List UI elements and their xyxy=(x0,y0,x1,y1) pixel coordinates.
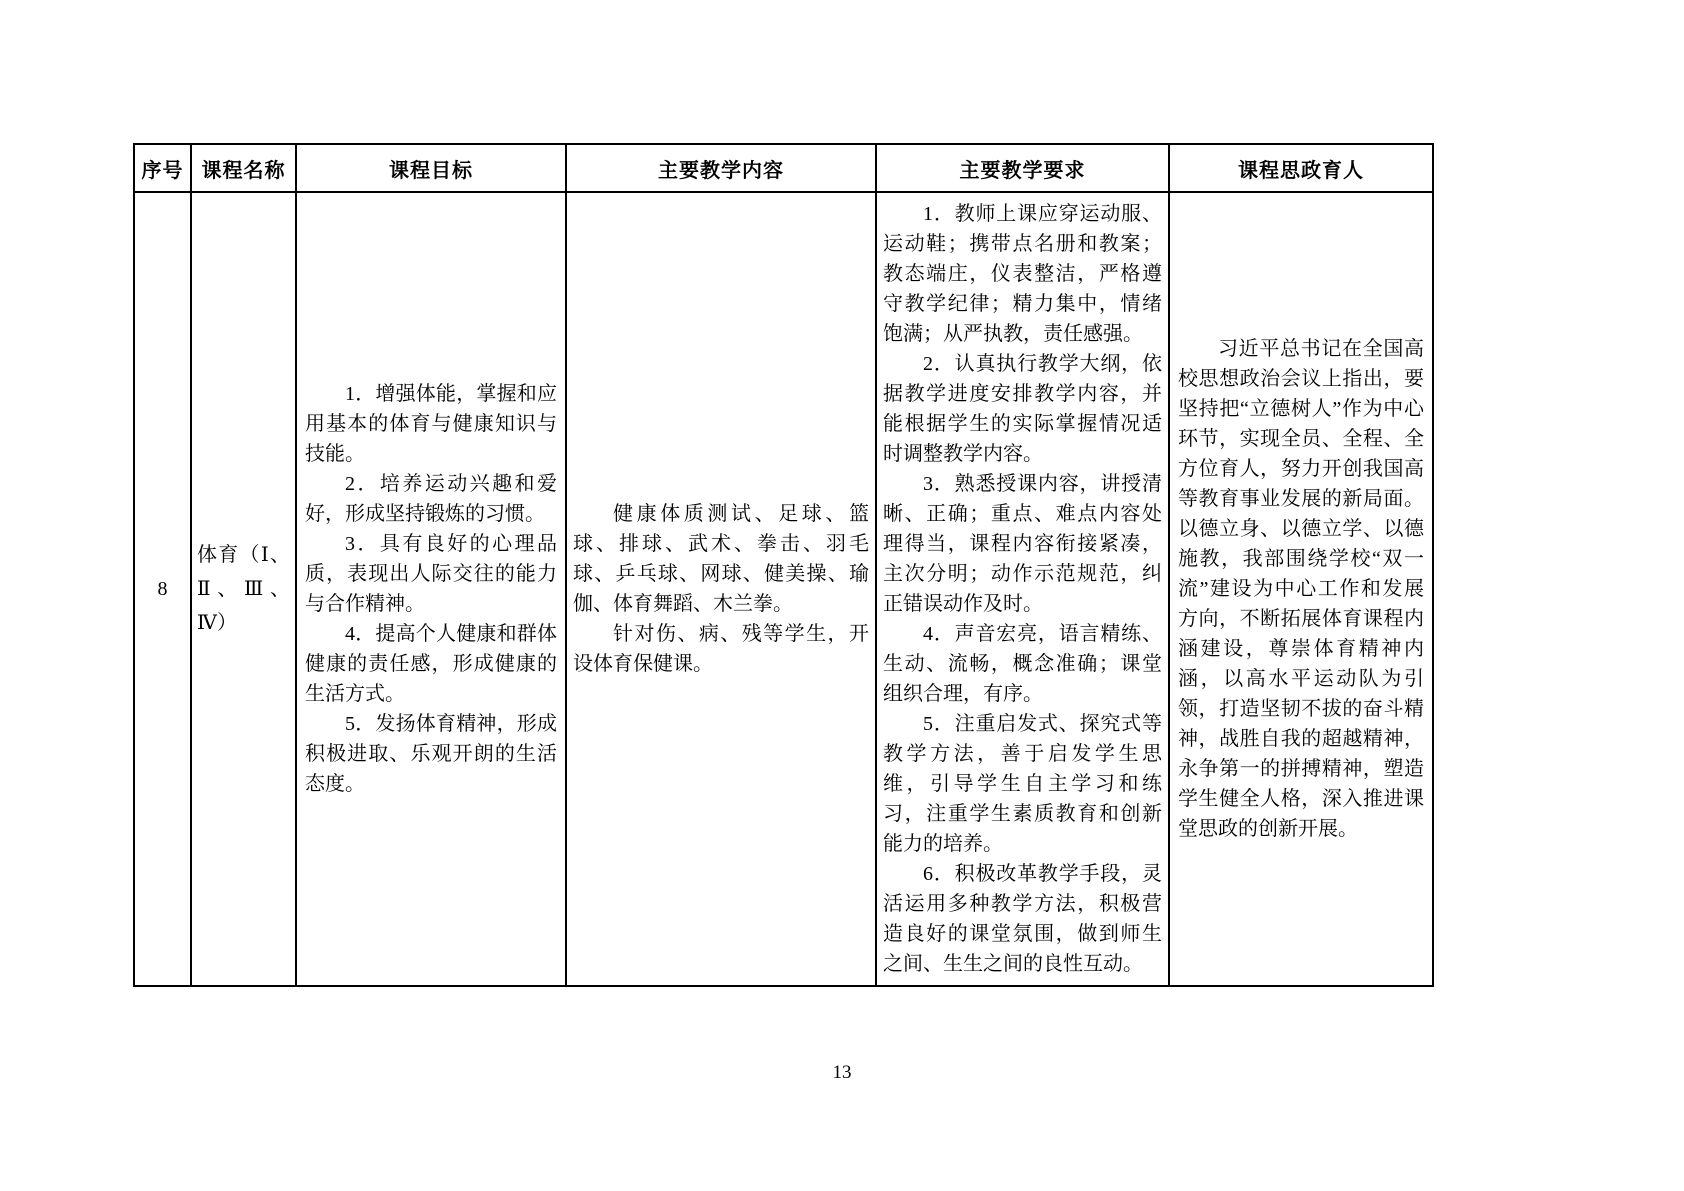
cell-course-name: 体育（Ⅰ、Ⅱ、Ⅲ、Ⅳ） xyxy=(191,192,296,986)
header-course-name: 课程名称 xyxy=(191,144,296,192)
ideology-paragraph: 习近平总书记在全国高校思想政治会议上指出，要坚持把“立德树人”作为中心环节，实现全员、全程、全方位育人，努力开创我国高等教育事业发展的新局面。以德立身、以德立学、以德施教，我部围绕学校“双一流”建设为中心工作和发展方向，不断拓展体育课程内涵建设，尊崇体育精神内涵，以高水平运动队为引领，打造坚韧不拔的奋斗精神，战胜自我的超越精神，永争第一的拼搏精神，塑造学生健全人格，深入推进课堂思政的创新开展。 xyxy=(1178,338,1424,840)
header-teaching-content: 主要教学内容 xyxy=(566,144,876,192)
header-serial-number: 序号 xyxy=(134,144,191,192)
table-row xyxy=(134,192,1433,986)
page-number: 13 xyxy=(832,1062,852,1083)
content-item: 健康体质测试、足球、篮球、排球、武术、拳击、羽毛球、乒乓球、网球、健美操、瑜伽、体育舞蹈、木兰拳。 xyxy=(573,503,869,615)
header-course-objectives: 课程目标 xyxy=(296,144,566,192)
objective-item: 5．发扬体育精神，形成积极进取、乐观开朗的生活态度。 xyxy=(305,713,557,795)
objective-item: 4．提高个人健康和群体健康的责任感，形成健康的生活方式。 xyxy=(305,623,557,705)
cell-serial-number: 8 xyxy=(134,192,191,986)
cell-teaching-content xyxy=(566,192,876,986)
cell-ideological-education xyxy=(1169,192,1433,986)
header-ideological-education: 课程思政育人 xyxy=(1169,144,1433,192)
table-header-row xyxy=(134,144,1433,192)
objective-item: 1．增强体能，掌握和应用基本的体育与健康知识与技能。 xyxy=(305,383,557,465)
requirement-item: 4．声音宏亮，语言精练、生动、流畅，概念准确；课堂组织合理，有序。 xyxy=(883,623,1162,705)
course-syllabus-table xyxy=(133,143,1434,987)
objective-item: 3．具有良好的心理品质，表现出人际交往的能力与合作精神。 xyxy=(305,533,557,615)
requirement-item: 3．熟悉授课内容，讲授清晰、正确；重点、难点内容处理得当，课程内容衔接紧凑，主次分明；动作示范规范，纠正错误动作及时。 xyxy=(883,473,1162,615)
objective-item: 2．培养运动兴趣和爱好，形成坚持锻炼的习惯。 xyxy=(305,473,557,525)
header-teaching-requirements: 主要教学要求 xyxy=(876,144,1169,192)
content-item: 针对伤、病、残等学生，开设体育保健课。 xyxy=(573,623,869,675)
requirement-item: 1．教师上课应穿运动服、运动鞋；携带点名册和教案；教态端庄，仪表整洁，严格遵守教学纪律；精力集中，情绪饱满；从严执教，责任感强。 xyxy=(883,203,1162,345)
cell-teaching-requirements xyxy=(876,192,1169,986)
requirement-item: 5．注重启发式、探究式等教学方法，善于启发学生思维，引导学生自主学习和练习，注重学生素质教育和创新能力的培养。 xyxy=(883,713,1162,855)
requirement-item: 2．认真执行教学大纲，依据教学进度安排教学内容，并能根据学生的实际掌握情况适时调整教学内容。 xyxy=(883,353,1162,465)
cell-course-objectives xyxy=(296,192,566,986)
requirement-item: 6．积极改革教学手段，灵活运用多种教学方法，积极营造良好的课堂氛围，做到师生之间、生生之间的良性互动。 xyxy=(883,863,1162,975)
